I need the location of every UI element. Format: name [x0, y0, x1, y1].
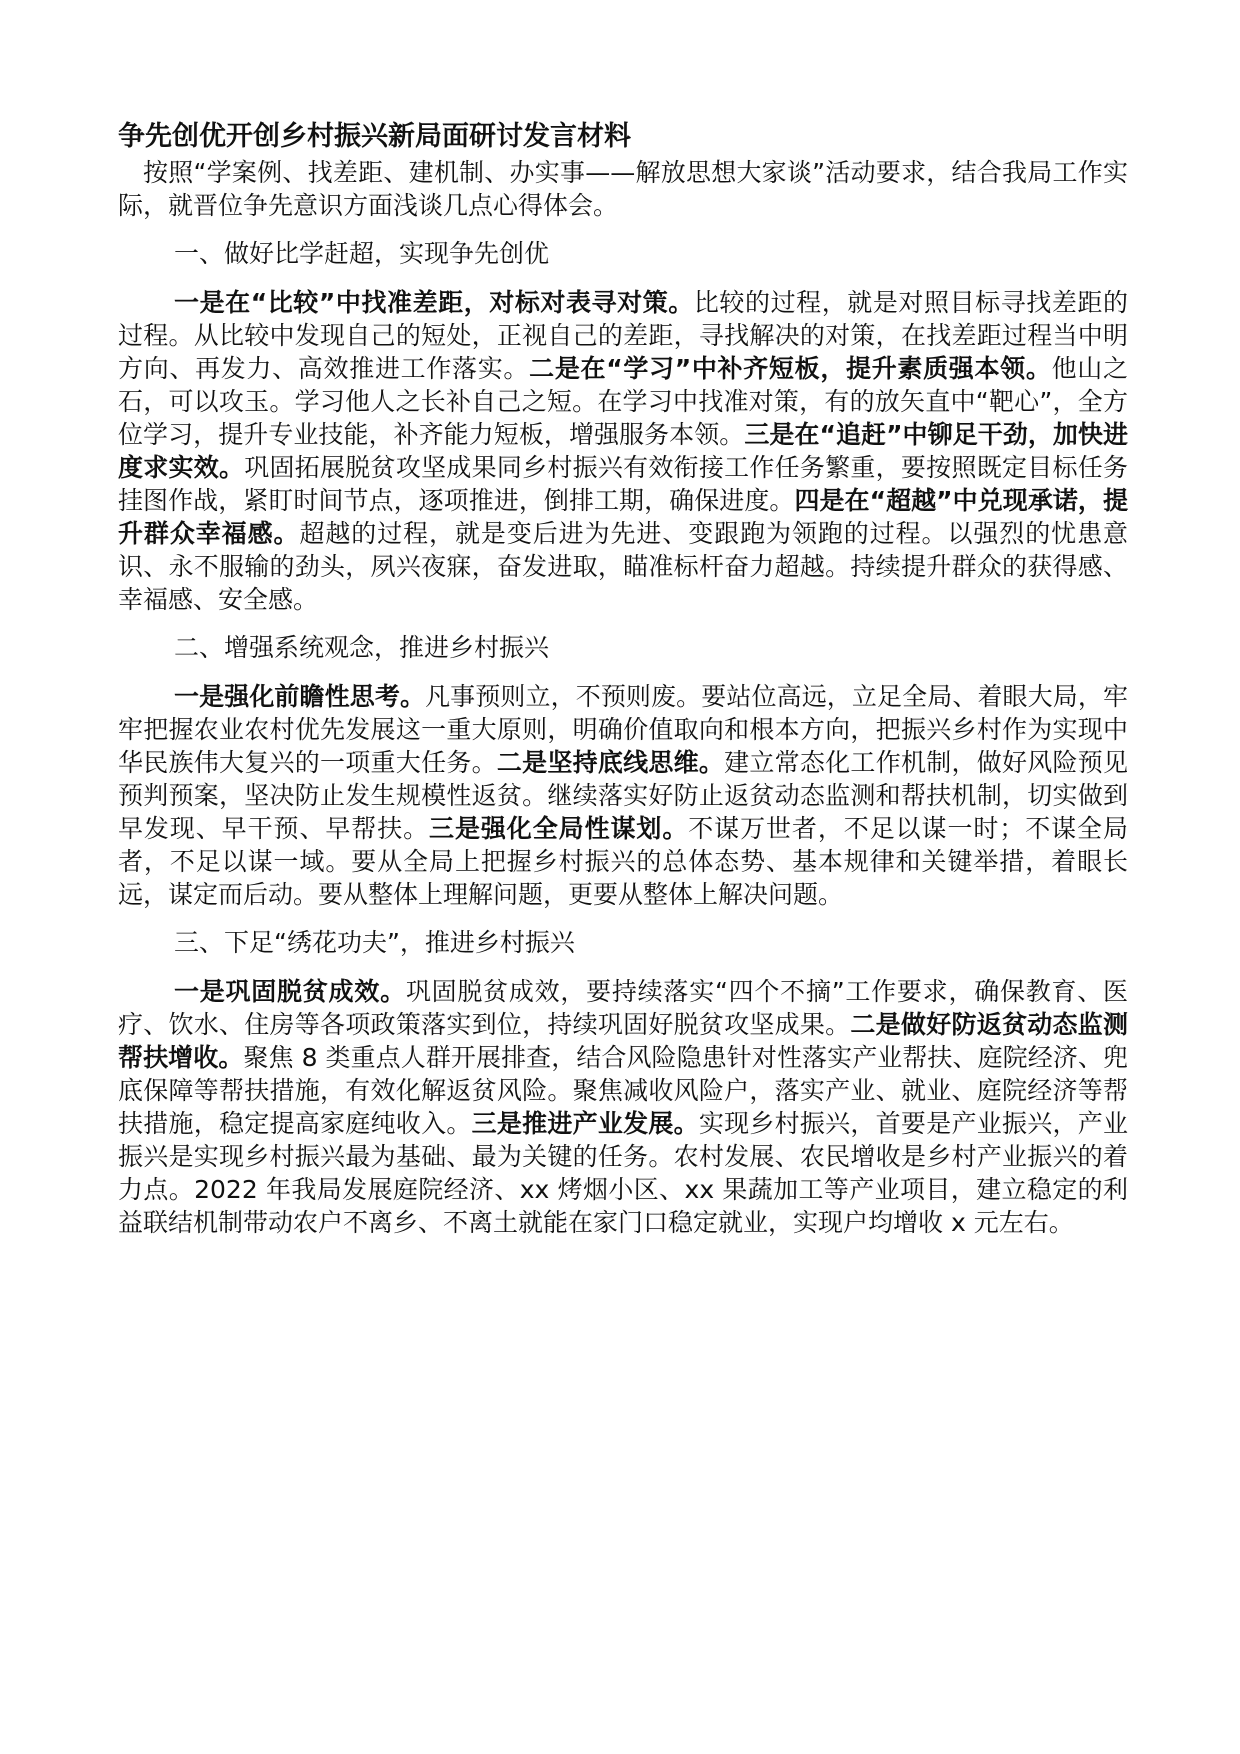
- section-2-heading: 二、增强系统观念，推进乡村振兴: [174, 633, 550, 662]
- section-3-point-1-text: 巩固脱贫成效，要持续落实“四个不摘”工作要求，确保教育、医疗、饮水、住房等各项政策落实到位，持续巩固好脱贫攻坚成果。: [118, 977, 1128, 1039]
- section-1-point-4-text: 超越的过程，就是变后进为先进、变跟跑为领跑的过程。以强烈的忧患意识、永不服输的劲头，夙兴夜寐，奋发进取，瞄准标杆奋力超越。持续提升群众的获得感、幸福感、安全感。: [118, 519, 1128, 614]
- document-title: 争先创优开创乡村振兴新局面研讨发言材料: [118, 121, 631, 152]
- section-3-point-3-text: 实现乡村振兴，首要是产业振兴，产业振兴是实现乡村振兴最为基础、最为关键的任务。农村发展、农民增收是乡村产业振兴的着力点。2022 年我局发展庭院经济、xx 烤烟小区、xx 果蔬加工等产业项目，建立稳定的利益联结机制带动农户不离乡、不离土就能在家门口稳定就业，实现户均增收 x 元左右。: [118, 1109, 1128, 1237]
- section-1-body: [118, 286, 1128, 616]
- intro-paragraph: 按照“学案例、找差距、建机制、办实事——解放思想大家谈”活动要求，结合我局工作实际，就晋位争先意识方面浅谈几点心得体会。: [118, 158, 1128, 220]
- section-2-point-2-lead: 二是坚持底线思维。: [496, 748, 725, 777]
- section-1-point-3-text: 巩固拓展脱贫攻坚成果同乡村振兴有效衔接工作任务繁重，要按照既定目标任务挂图作战，紧盯时间节点，逐项推进，倒排工期，确保进度。: [118, 453, 1128, 515]
- section-3-point-3-lead: 三是推进产业发展。: [471, 1109, 699, 1138]
- section-2-point-3-lead: 三是强化全局性谋划。: [429, 814, 689, 843]
- section-1-point-4-lead: 四是在“超越”中兑现承诺，提升群众幸福感。: [118, 486, 1128, 548]
- section-1-point-3-lead: 三是在“追赶”中铆足干劲，加快进度求实效。: [118, 420, 1128, 482]
- section-3-body: [118, 975, 1128, 1239]
- section-3-point-1-lead: 一是巩固脱贫成效。: [174, 977, 406, 1006]
- section-1-heading: 一、做好比学赶超，实现争先创优: [174, 239, 550, 268]
- section-1-point-2-text: 他山之石，可以攻玉。学习他人之长补自己之短。在学习中找准对策，有的放矢直中“靶心”，全方位学习，提升专业技能，补齐能力短板，增强服务本领。: [118, 354, 1128, 449]
- section-3-point-2-lead: 二是做好防返贫动态监测帮扶增收。: [118, 1010, 1128, 1072]
- section-1-point-1-text: 比较的过程，就是对照目标寻找差距的过程。从比较中发现自己的短处，正视自己的差距，寻找解决的对策，在找差距过程当中明方向、再发力、高效推进工作落实。: [118, 288, 1128, 383]
- section-2-point-1-lead: 一是强化前瞻性思考。: [174, 682, 426, 711]
- document-page: [118, 118, 1128, 1239]
- section-1-point-2-lead: 二是在“学习”中补齐短板，提升素质强本领。: [529, 354, 1052, 383]
- section-3-point-2-text: 聚焦 8 类重点人群开展排查，结合风险隐患针对性落实产业帮扶、庭院经济、兜底保障等帮扶措施，有效化解返贫风险。聚焦减收风险户，落实产业、就业、庭院经济等帮扶措施，稳定提高家庭纯收入。: [118, 1043, 1128, 1138]
- section-3-heading: 三、下足“绣花功夫”，推进乡村振兴: [174, 928, 575, 957]
- section-2-point-3-text: 不谋万世者，不足以谋一时；不谋全局者，不足以谋一域。要从全局上把握乡村振兴的总体态势、基本规律和关键举措，着眼长远，谋定而后动。要从整体上理解问题，更要从整体上解决问题。: [118, 814, 1128, 909]
- section-2-point-2-text: 建立常态化工作机制，做好风险预见预判预案，坚决防止发生规模性返贫。继续落实好防止返贫动态监测和帮扶机制，切实做到早发现、早干预、早帮扶。: [118, 748, 1128, 843]
- section-2-body: [118, 680, 1128, 911]
- section-2-point-1-text: 凡事预则立，不预则废。要站位高远，立足全局、着眼大局，牢牢把握农业农村优先发展这一重大原则，明确价值取向和根本方向，把振兴乡村作为实现中华民族伟大复兴的一项重大任务。: [118, 682, 1128, 777]
- section-1-point-1-lead: 一是在“比较”中找准差距，对标对表寻对策。: [174, 288, 694, 317]
